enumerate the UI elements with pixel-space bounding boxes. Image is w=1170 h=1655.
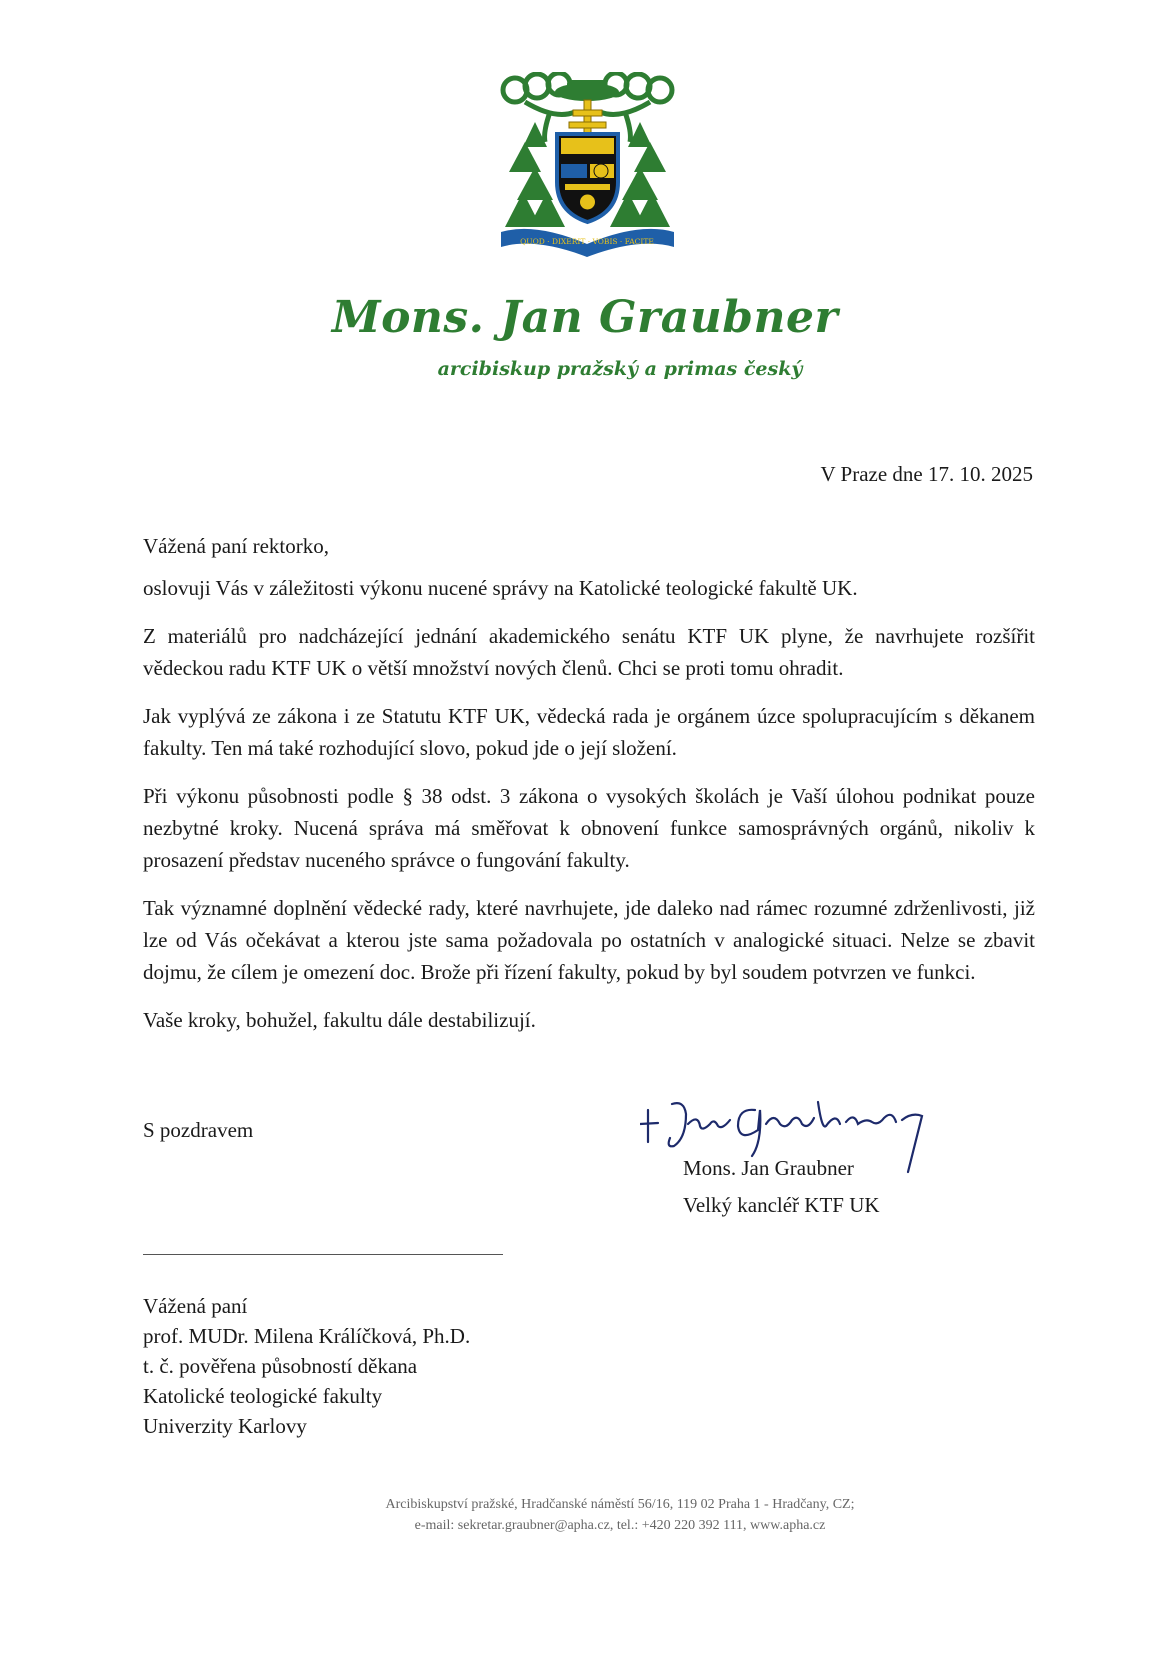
- footer-address: Arcibiskupství pražské, Hradčanské náměstí 56/16, 119 02 Praha 1 - Hradčany, CZ;: [385, 1497, 855, 1512]
- recipient-line: Katolické teologické fakulty: [143, 1384, 383, 1408]
- closing: S pozdravem: [143, 1118, 254, 1142]
- recipient-address: [143, 1291, 470, 1441]
- paragraph: Z materiálů pro nadcházející jednání akademického senátu KTF UK plyne, že navrhujete rozšířit vědeckou radu KTF UK o větší množství nových členů. Chci se proti tomu ohradit.: [143, 624, 1035, 680]
- paragraph: oslovuji Vás v záležitosti výkonu nucené správy na Katolické teologické fakultě UK.: [143, 576, 858, 600]
- divider: [143, 1254, 503, 1255]
- recipient-line: prof. MUDr. Milena Králíčková, Ph.D.: [143, 1324, 471, 1348]
- signatory-role: Velký kancléř KTF UK: [683, 1193, 880, 1217]
- recipient-line: Vážená paní: [143, 1294, 248, 1318]
- paragraph: Při výkonu působnosti podle § 38 odst. 3 zákona o vysokých školách je Vaší úlohou podnikat pouze nezbytné kroky. Nucená správa má směřovat k obnovení funkce samosprávných orgánů, nikoliv k prosazení představ nuceného správce o fungování fakulty.: [143, 784, 1035, 872]
- footer-contact: e-mail: sekretar.graubner@apha.cz, tel.: +420 220 392 111, www.apha.cz: [414, 1518, 826, 1533]
- letterhead-title: arcibiskup pražský a primas český: [437, 358, 803, 380]
- date-line: V Praze dne 17. 10. 2025: [820, 462, 1033, 486]
- salutation: Vážená paní rektorko,: [143, 534, 329, 558]
- paragraph: Jak vyplývá ze zákona i ze Statutu KTF UK, vědecká rada je orgánem úzce spolupracujícím s děkanem fakulty. Ten má také rozhodující slovo, pokud jde o její složení.: [143, 704, 1035, 760]
- paragraph: Tak významné doplnění vědecké rady, které navrhujete, jde daleko nad rámec rozumné zdrženlivosti, již lze od Vás očekávat a kterou jste sama požadovala po ostatních v analogické situaci. Nelze se zbavit dojmu, že cílem je omezení doc. Brože při řízení fakulty, pokud by byl soudem potvrzen ve funkci.: [143, 896, 1035, 984]
- letter-body: [143, 530, 1035, 1052]
- signatory-name: Mons. Jan Graubner: [683, 1156, 854, 1180]
- coat-of-arms-icon: [495, 72, 680, 257]
- recipient-line: t. č. pověřena působností děkana: [143, 1354, 418, 1378]
- recipient-line: Univerzity Karlovy: [143, 1414, 307, 1438]
- paragraph: Vaše kroky, bohužel, fakultu dále destabilizují.: [143, 1008, 536, 1032]
- footer: [0, 1494, 1170, 1536]
- svg-text:QUOD · DIXERIT · VOBIS · FACIT: QUOD · DIXERIT · VOBIS · FACITE: [520, 237, 654, 246]
- letterhead-name: Mons. Jan Graubner: [331, 292, 839, 343]
